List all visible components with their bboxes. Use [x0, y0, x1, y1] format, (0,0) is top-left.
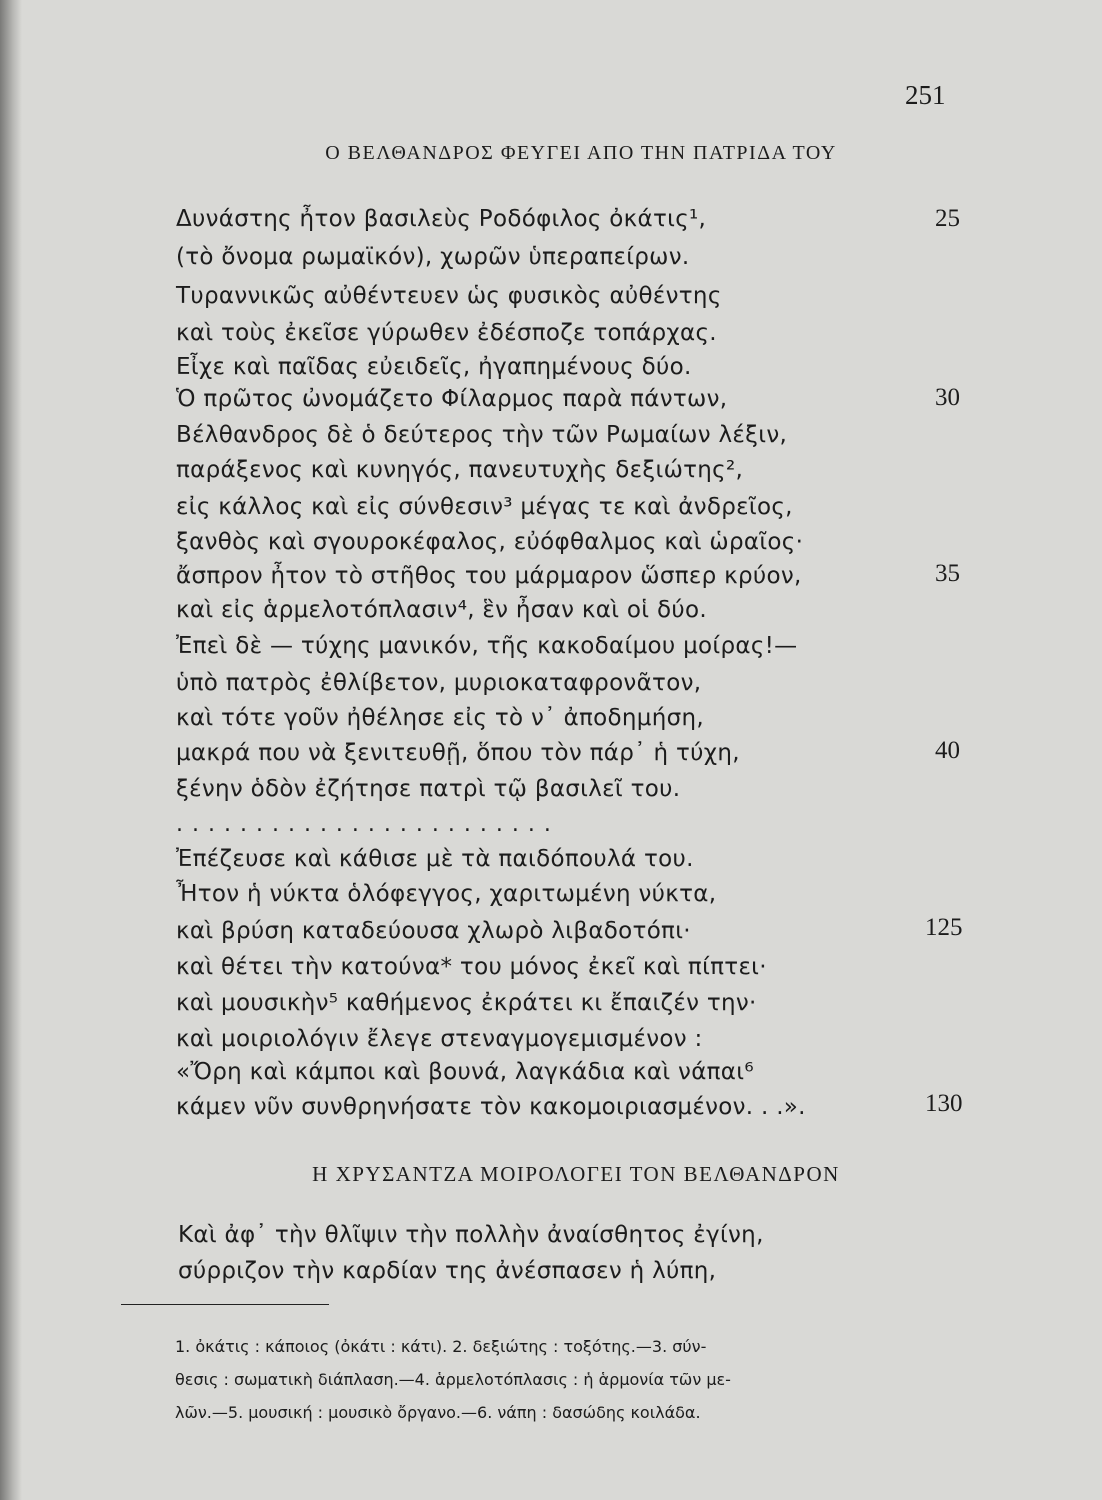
line-number: 130 [925, 1090, 963, 1117]
verse-line: παράξενος καὶ κυνηγός, πανευτυχὴς δεξιώτης², [176, 457, 744, 483]
verse-line: κάμεν νῦν συνθρηνήσατε τὸν κακομοιριασμένον. . .». [176, 1094, 806, 1120]
section-heading-1: Ο ΒΕΛΘΑΝΔΡΟΣ ΦΕΥΓΕΙ ΑΠΟ ΤΗΝ ΠΑΤΡΙΔΑ ΤΟΥ [325, 142, 837, 164]
verse-line: καὶ εἰς ἁρμελοτόπλασιν⁴, ἓν ἦσαν καὶ οἱ δύο. [176, 597, 707, 623]
verse-line: Ὁ πρῶτος ὠνομάζετο Φίλαρμος παρὰ πάντων, [176, 386, 728, 412]
verse-line: ἄσπρον ἦτον τὸ στῆθος του μάρμαρον ὥσπερ κρύον, [176, 563, 802, 589]
verse-line: Ἐπεὶ δὲ — τύχης μανικόν, τῆς κακοδαίμου μοίρας!— [176, 633, 798, 659]
verse-line: καὶ βρύση καταδεύουσα χλωρὸ λιβαδοτόπι· [176, 918, 691, 944]
verse-line: Τυραννικῶς αὐθέντευεν ὡς φυσικὸς αὐθέντης [176, 283, 722, 309]
verse-line: καὶ μουσικὴν⁵ καθήμενος ἐκράτει κι ἔπαιζέν την· [176, 990, 757, 1016]
verse-line: καὶ τοὺς ἐκεῖσε γύρωθεν ἐδέσποζε τοπάρχας. [176, 320, 717, 346]
page-edge-shadow [0, 0, 22, 1500]
footnote-line: θεσις : σωματικὴ διάπλαση.—4. ἁρμελοτόπλασις : ἡ ἁρμονία τῶν με- [175, 1370, 731, 1389]
verse-line: Ἦτον ἡ νύκτα ὁλόφεγγος, χαριτωμένη νύκτα, [176, 881, 717, 907]
verse-line: Καὶ ἀφ᾽ τὴν θλῖψιν τὴν πολλὴν ἀναίσθητος ἐγίνη, [178, 1222, 764, 1248]
verse-line: μακρά που νὰ ξενιτευθῇ, ὅπου τὸν πάρ᾽ ἡ τύχη, [176, 740, 740, 766]
line-number: 40 [935, 737, 960, 764]
verse-line: εἰς κάλλος καὶ εἰς σύνθεσιν³ μέγας τε καὶ ἀνδρεῖος, [176, 494, 793, 520]
footnote-line: λῶν.—5. μουσική : μουσικὸ ὄργανο.—6. νάπη : δασώδης κοιλάδα. [175, 1403, 701, 1422]
verse-line: Βέλθανδρος δὲ ὁ δεύτερος τὴν τῶν Ρωμαίων λέξιν, [176, 422, 788, 448]
line-number: 30 [935, 384, 960, 411]
page-number: 251 [905, 80, 946, 110]
verse-line: Ἐπέζευσε καὶ κάθισε μὲ τὰ παιδόπουλά του. [176, 846, 694, 872]
verse-line: ξανθὸς καὶ σγουροκέφαλος, εὐόφθαλμος καὶ ὡραῖος· [176, 529, 804, 555]
verse-line: «Ὄρη καὶ κάμποι καὶ βουνά, λαγκάδια καὶ νάπαι⁶ [176, 1059, 754, 1085]
omission-dots: ........................ [176, 812, 560, 837]
verse-line: ξένην ὁδὸν ἐζήτησε πατρὶ τῷ βασιλεῖ του. [176, 776, 681, 802]
line-number: 125 [925, 914, 963, 941]
verse-line: Εἶχε καὶ παῖδας εὐειδεῖς, ἠγαπημένους δύο. [176, 354, 692, 380]
section-heading-2: Η ΧΡΥΣΑΝΤΖΑ ΜΟΙΡΟΛΟΓΕΙ ΤΟΝ ΒΕΛΘΑΝΔΡΟΝ [312, 1162, 840, 1186]
verse-line: καὶ μοιριολόγιν ἔλεγε στεναγμογεμισμένον : [176, 1026, 703, 1052]
verse-line: καὶ τότε γοῦν ἠθέλησε εἰς τὸ ν᾽ ἀποδημήση, [176, 705, 704, 731]
footnote-line: 1. ὀκάτις : κάποιος (ὀκάτι : κάτι). 2. δεξιώτης : τοξότης.—3. σύν- [175, 1337, 707, 1356]
verse-line: σύρριζον τὴν καρδίαν της ἀνέσπασεν ἡ λύπη, [178, 1258, 717, 1284]
verse-line: καὶ θέτει τὴν κατούνα* του μόνος ἐκεῖ καὶ πίπτει· [176, 954, 767, 980]
verse-line: ὑπὸ πατρὸς ἐθλίβετον, μυριοκαταφρονᾶτον, [176, 670, 702, 696]
footnote-divider [121, 1304, 329, 1305]
line-number: 25 [935, 205, 960, 232]
verse-line: (τὸ ὄνομα ρωμαϊκόν), χωρῶν ὑπεραπείρων. [176, 244, 690, 270]
line-number: 35 [935, 560, 960, 587]
verse-line: Δυνάστης ἦτον βασιλεὺς Ροδόφιλος ὀκάτις¹, [176, 206, 707, 232]
